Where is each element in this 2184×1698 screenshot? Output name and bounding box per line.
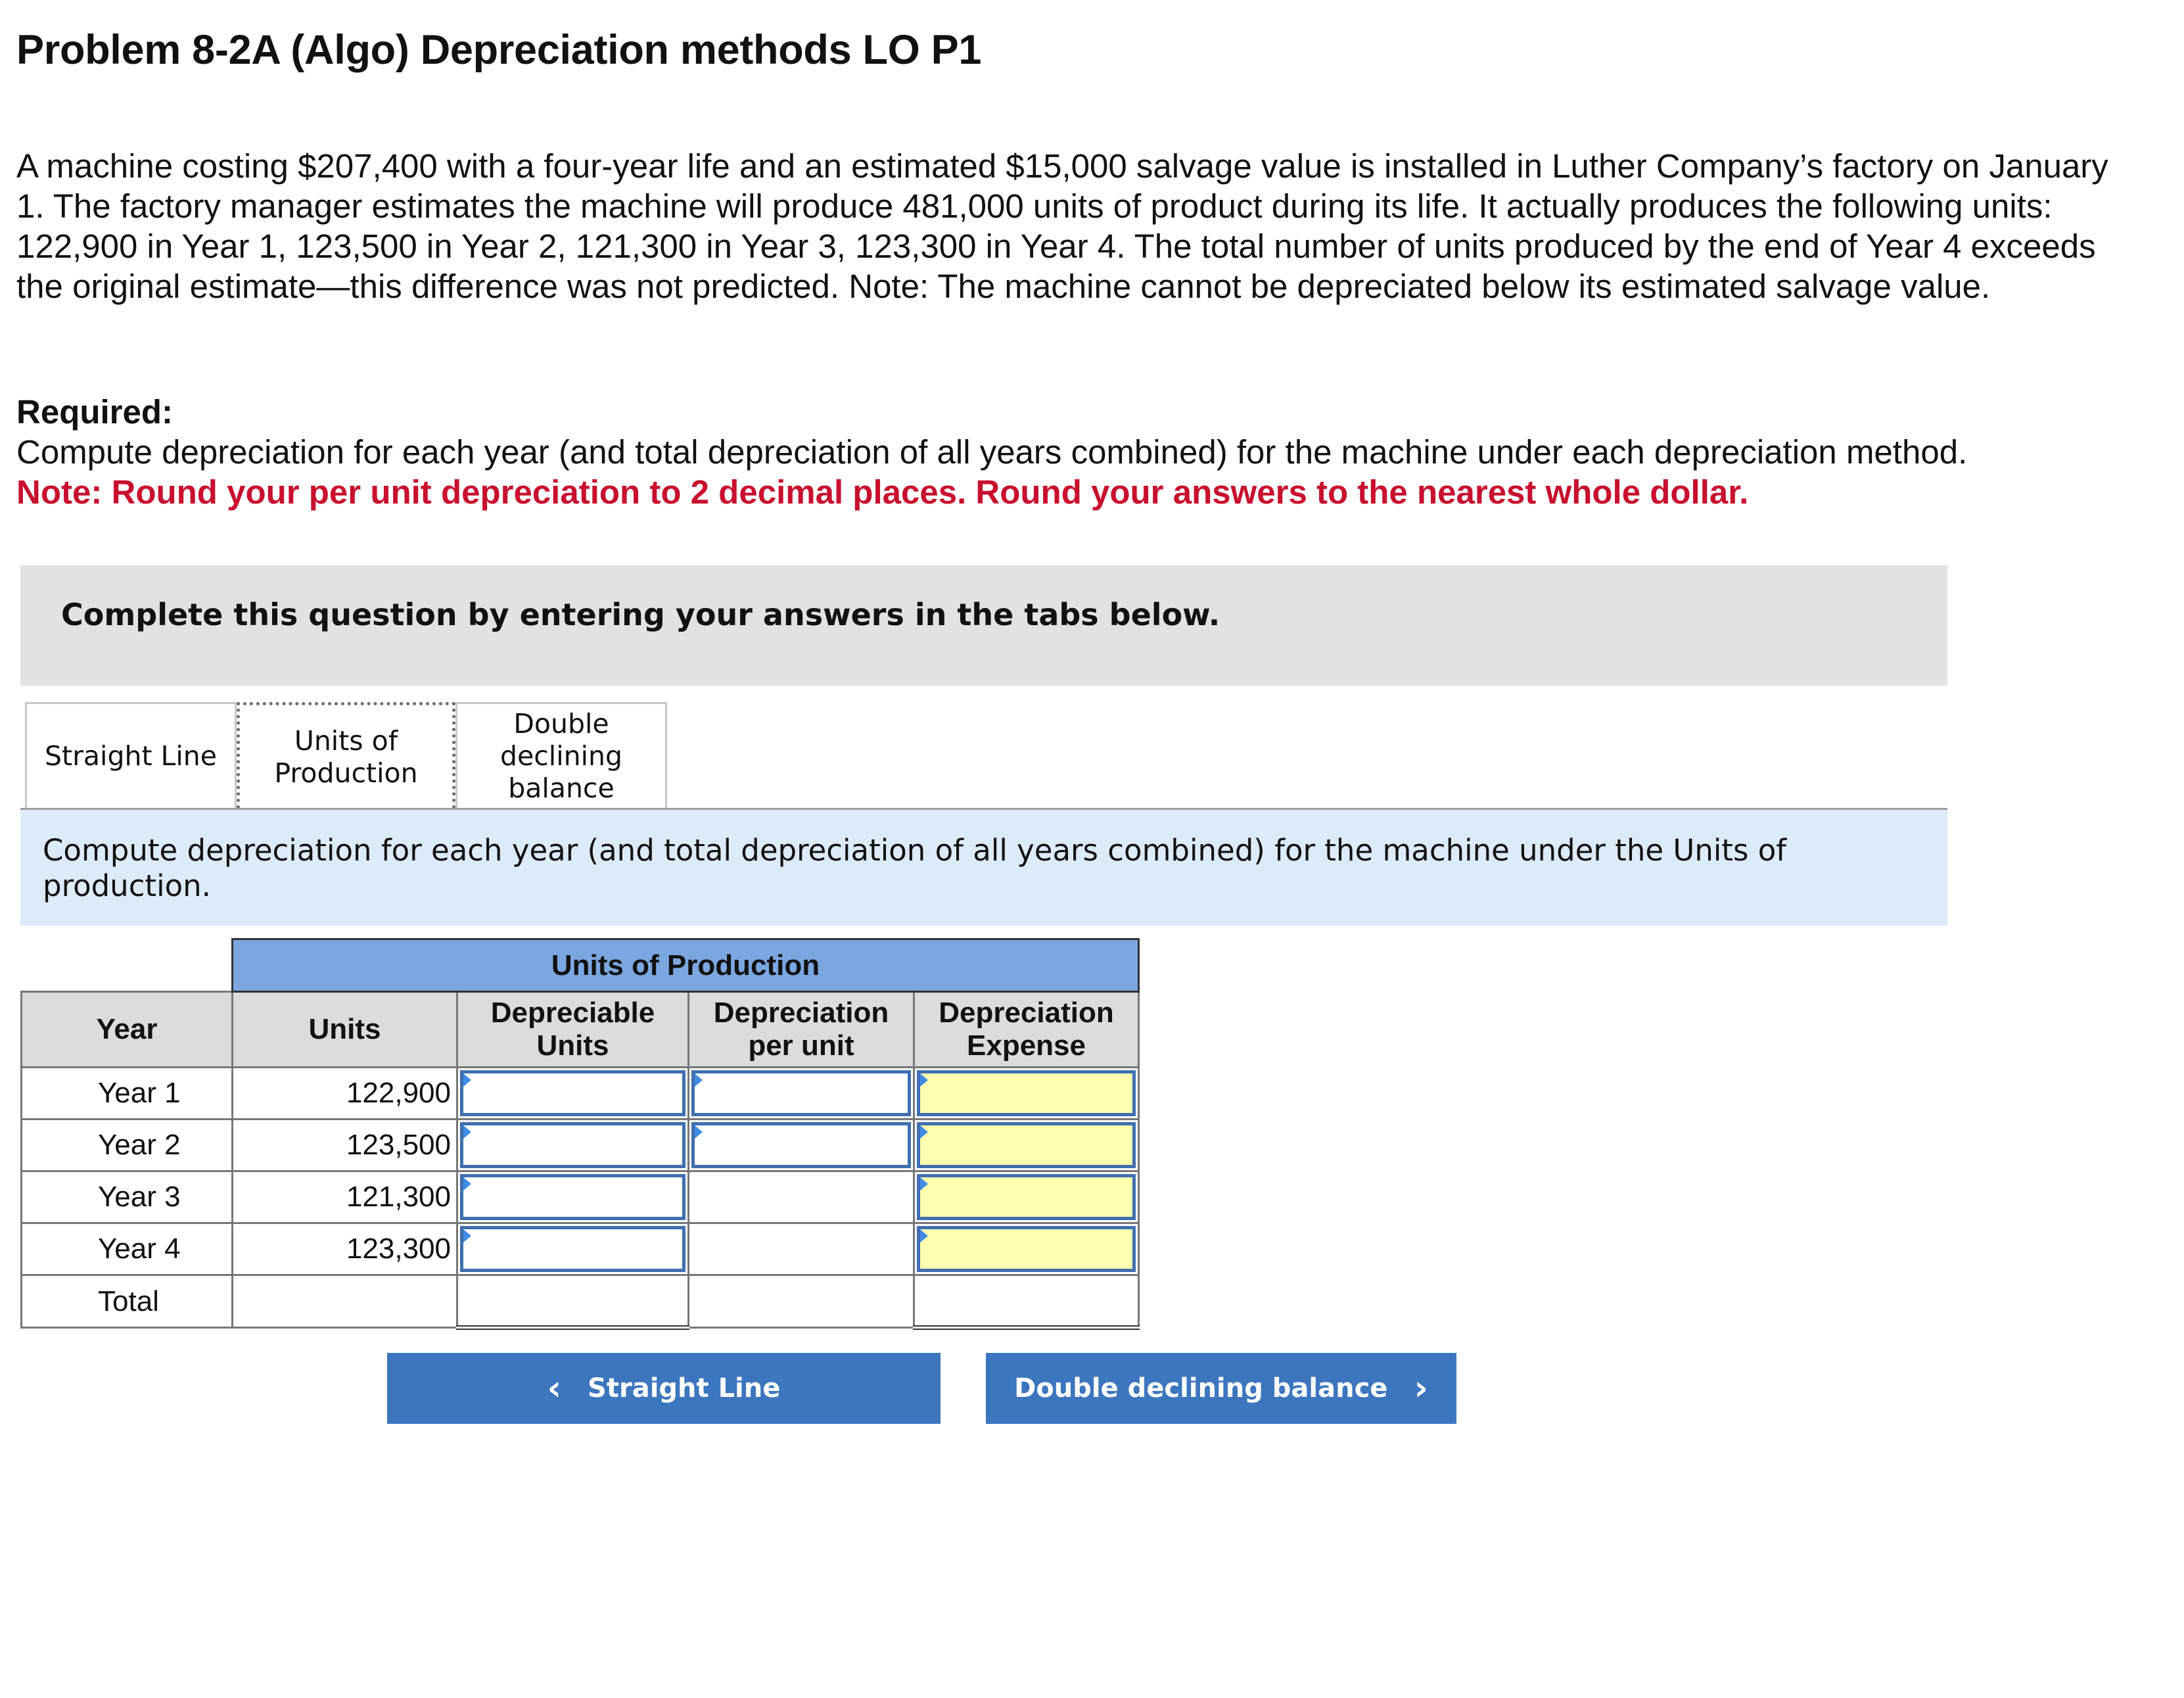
header-depreciable-units-text: Depreciable Units <box>490 997 655 1062</box>
header-depreciation-per-unit-text: Depreciation per unit <box>713 997 889 1062</box>
header-depreciable-units <box>457 992 689 1068</box>
per-unit-cell-empty <box>689 1223 914 1275</box>
expense-cell <box>914 1068 1139 1120</box>
table-row <box>22 1120 1139 1171</box>
tab-straight-line-label: Straight Line <box>44 740 218 772</box>
chevron-left-icon: ‹ <box>547 1369 562 1408</box>
depreciable-units-input-year-4[interactable] <box>460 1226 685 1272</box>
total-label: Total <box>22 1275 233 1328</box>
expense-input-year-3[interactable] <box>917 1174 1136 1220</box>
depreciable-units-cell <box>457 1171 689 1223</box>
header-units: Units <box>233 992 457 1068</box>
table-row <box>22 1171 1139 1223</box>
rounding-note: Note: Round your per unit depreciation to 2 decimal places. Round your answers to the nearest whole dollar. <box>16 473 1749 511</box>
page-title: Problem 8-2A (Algo) Depreciation methods LO P1 <box>16 27 982 73</box>
units-cell: 121,300 <box>233 1171 457 1223</box>
expense-cell <box>914 1120 1139 1171</box>
header-depreciation-per-unit <box>689 992 914 1068</box>
table-row <box>22 1223 1139 1275</box>
expense-cell <box>914 1171 1139 1223</box>
table-super-header-text: Units of Production <box>551 949 820 981</box>
depreciable-units-cell <box>457 1068 689 1120</box>
next-tab-label: Double declining balance <box>1014 1373 1388 1403</box>
total-row <box>22 1275 1139 1328</box>
year-cell: Year 2 <box>22 1120 233 1171</box>
prev-tab-label: Straight Line <box>588 1373 781 1403</box>
year-cell: Year 3 <box>22 1171 233 1223</box>
next-tab-button[interactable] <box>986 1353 1456 1424</box>
total-per-unit-cell <box>689 1275 914 1328</box>
prev-tab-button[interactable] <box>387 1353 941 1424</box>
per-unit-cell <box>689 1068 914 1120</box>
units-cell: 122,900 <box>233 1068 457 1120</box>
header-year: Year <box>22 992 233 1068</box>
required-label: Required: <box>16 393 174 431</box>
required-text: Compute depreciation for each year (and total depreciation of all years combined) for the machine under each depreciation method. <box>16 433 1968 471</box>
table-super-header <box>233 939 1139 992</box>
total-depreciation-expense <box>914 1275 1139 1328</box>
depreciable-units-input-year-1[interactable] <box>460 1070 685 1116</box>
units-of-production-table <box>20 938 1140 1330</box>
depreciable-units-cell <box>457 1223 689 1275</box>
total-depreciable-units <box>457 1275 689 1328</box>
expense-input-year-1[interactable] <box>917 1070 1136 1116</box>
chevron-right-icon: › <box>1414 1369 1428 1408</box>
units-cell: 123,500 <box>233 1120 457 1171</box>
instructions-bar <box>20 565 1947 686</box>
expense-input-year-4[interactable] <box>917 1226 1136 1272</box>
year-cell: Year 4 <box>22 1223 233 1275</box>
tab-instruction <box>20 810 1947 926</box>
expense-input-year-2[interactable] <box>917 1122 1136 1168</box>
expense-cell <box>914 1223 1139 1275</box>
instructions-text: Complete this question by entering your answers in the tabs below. <box>61 597 1220 632</box>
per-unit-input-year-1[interactable] <box>691 1070 911 1116</box>
tab-instruction-text: Compute depreciation for each year (and total depreciation of all years combined) for the machine under the Units of production. <box>43 833 1787 903</box>
tab-units-of-production[interactable] <box>237 702 455 809</box>
tab-double-declining-balance[interactable] <box>455 702 667 809</box>
per-unit-cell <box>689 1120 914 1171</box>
tab-units-of-production-label: Units of Production <box>274 724 418 789</box>
per-unit-input-year-2[interactable] <box>691 1122 911 1168</box>
depreciable-units-input-year-2[interactable] <box>460 1122 685 1168</box>
header-depreciation-expense-text: Depreciation Expense <box>939 997 1114 1062</box>
depreciable-units-cell <box>457 1120 689 1171</box>
problem-description: A machine costing $207,400 with a four-year life and an estimated $15,000 salvage value is installed in Luther Company’s factory on January 1. The factory manager estimates the machine will produce 481,000 units of product during its life. It actually produces the following units: 122,900 in Year 1, 123,500 in Year 2, 121,300 in Year 3, 123,300 in Year 4. The total number of units produced by the end of Year 4 exceeds the original estimate—this difference was not predicted. Note: The machine cannot be depreciated below its estimated salvage value. <box>16 147 2108 305</box>
tab-double-declining-label: Double declining balance <box>500 708 622 804</box>
total-units-cell <box>233 1275 457 1328</box>
units-cell: 123,300 <box>233 1223 457 1275</box>
depreciable-units-input-year-3[interactable] <box>460 1174 685 1220</box>
per-unit-cell-empty <box>689 1171 914 1223</box>
table-row <box>22 1068 1139 1120</box>
tab-straight-line[interactable] <box>25 702 237 809</box>
year-cell: Year 1 <box>22 1068 233 1120</box>
header-depreciation-expense <box>914 992 1139 1068</box>
